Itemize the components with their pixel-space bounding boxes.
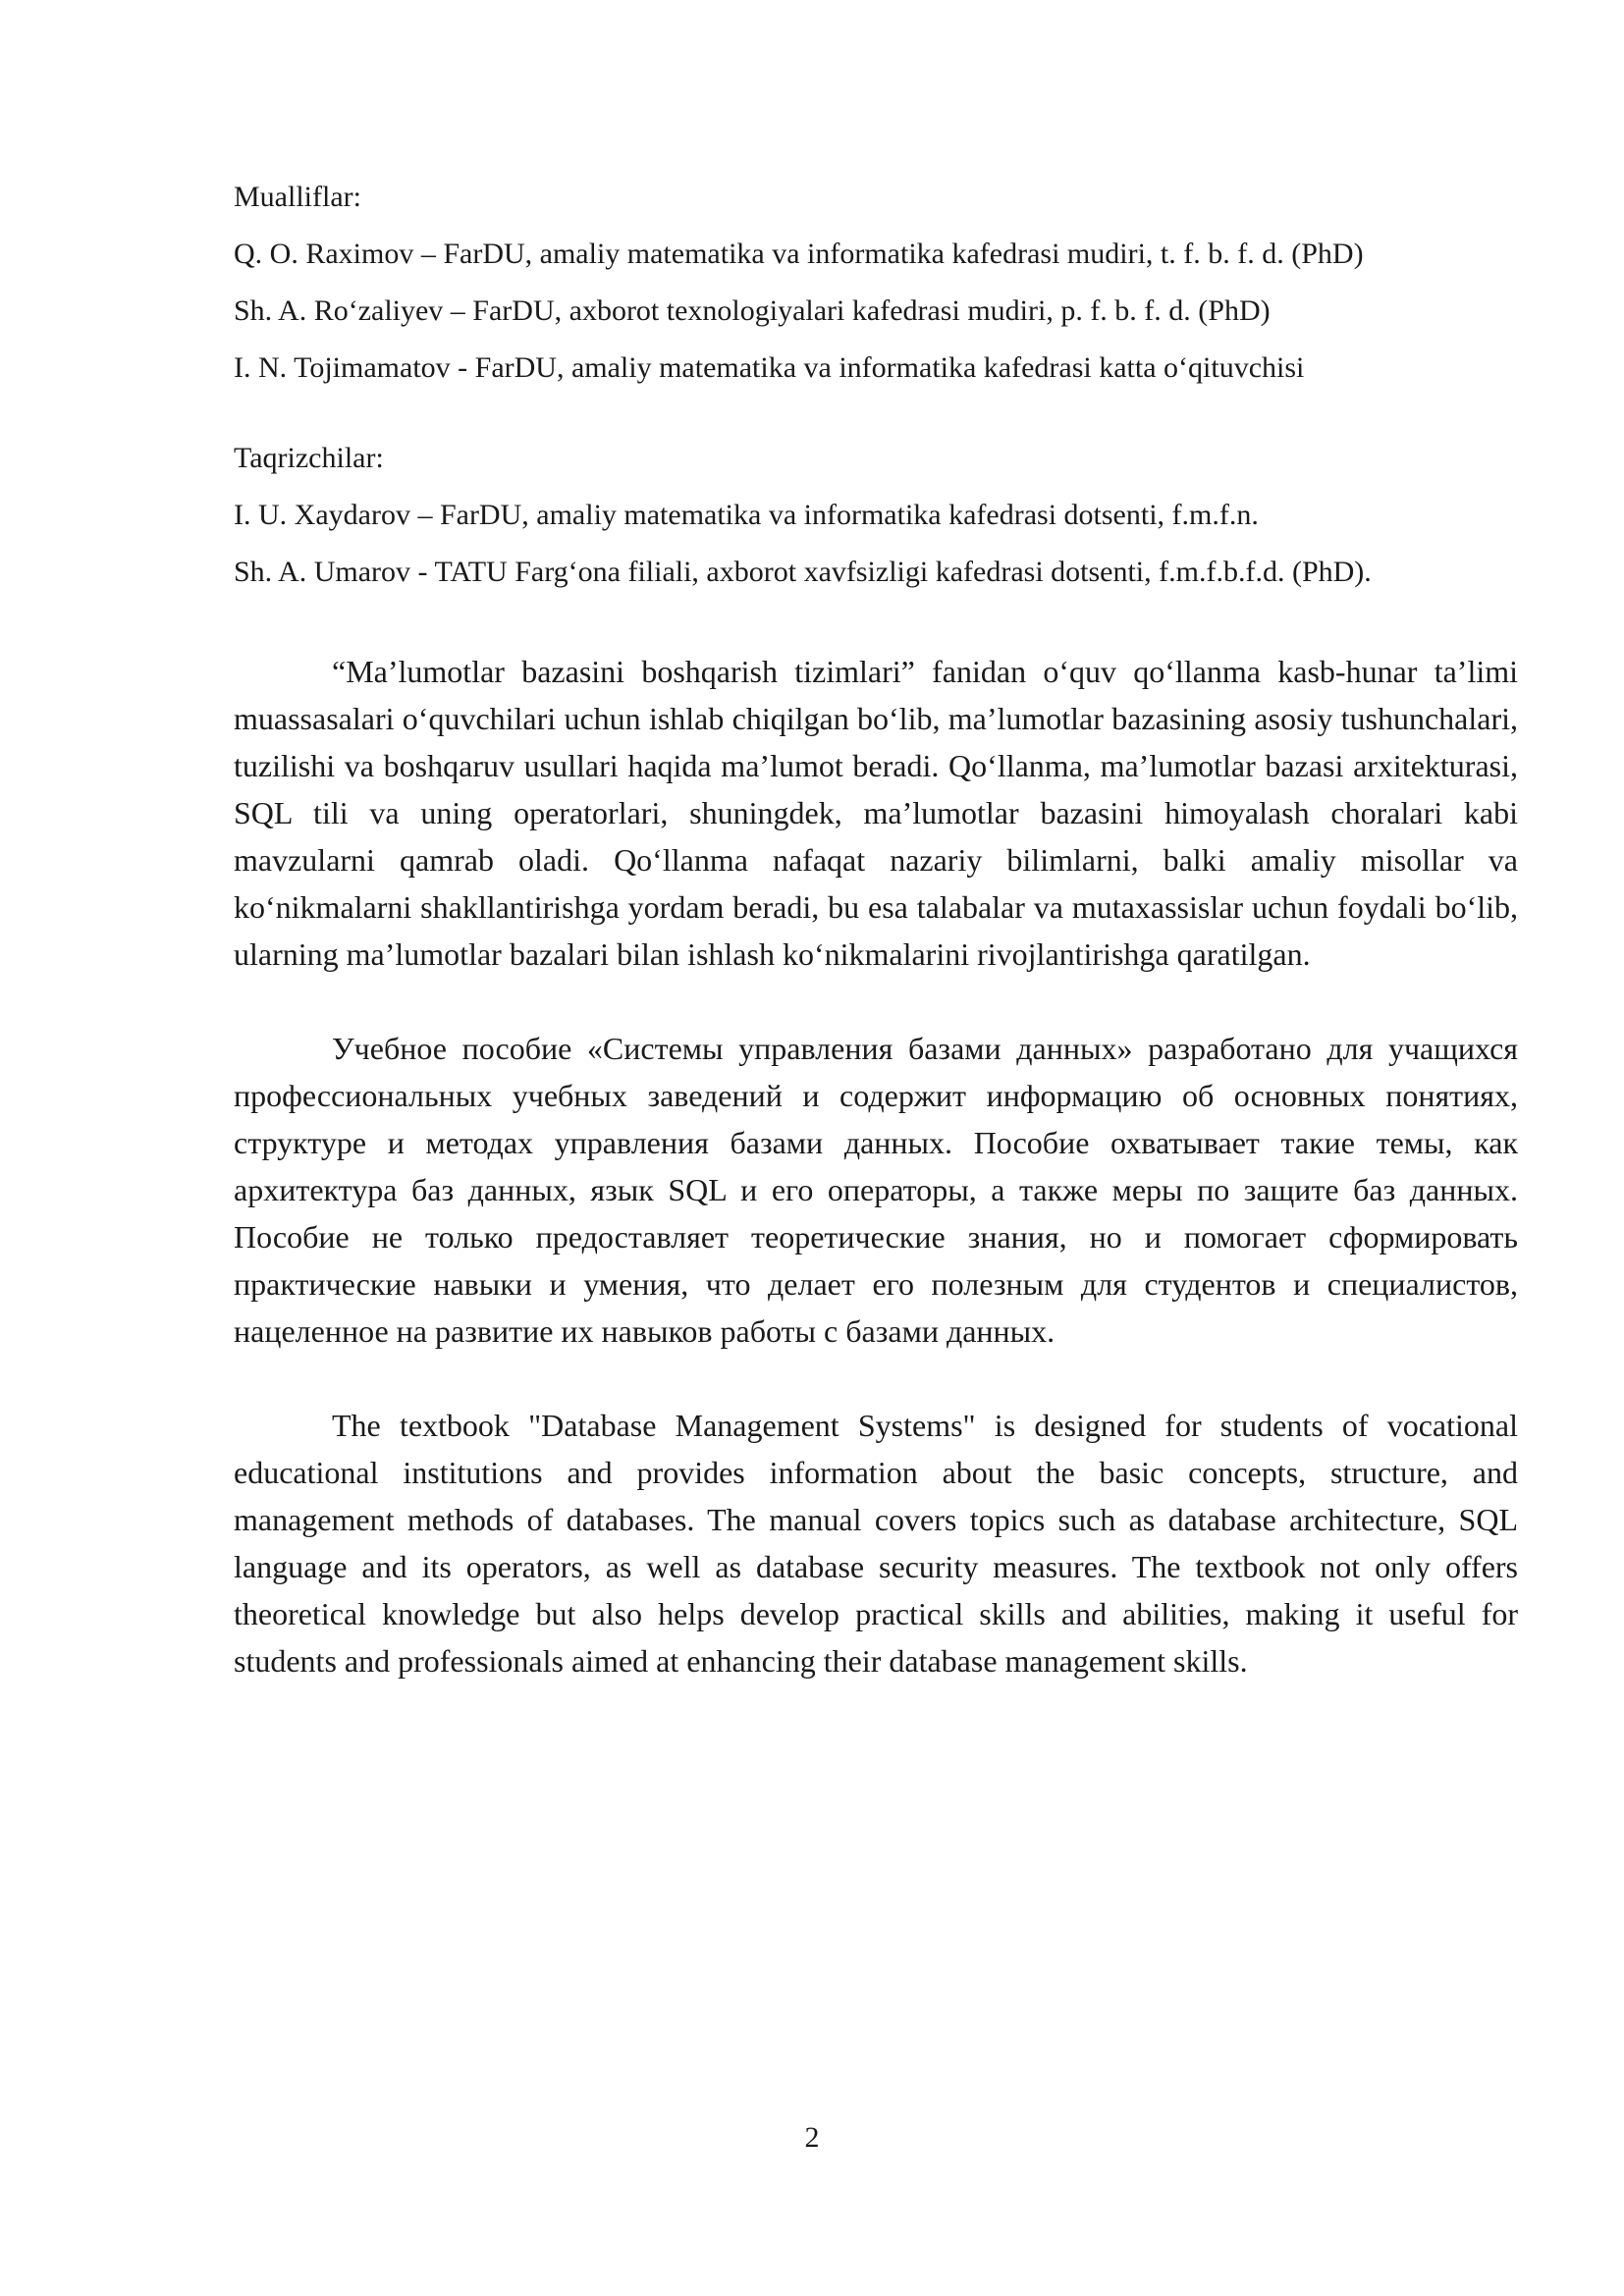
page-number: 2 <box>804 2121 820 2154</box>
page-content <box>234 169 1518 1684</box>
author-line: Q. O. Raximov – FarDU, amaliy matematika va informatika kafedrasi mudiri, t. f. b. f. d. (PhD) <box>234 238 1364 270</box>
reviewer-line: I. U. Xaydarov – FarDU, amaliy matematika va informatika kafedrasi dotsenti, f.m.f.n. <box>234 499 1259 531</box>
abstract-english: The textbook "Database Management Systems" is designed for students of vocational educational institutions and provides information about the basic concepts, structure, and management methods of databases. The manual covers topics such as database architecture, SQL language and its operators, as well as database security measures. The textbook not only offers theoretical knowledge but also helps develop practical skills and abilities, making it useful for students and professionals aimed at enhancing their database management skills. <box>234 1408 1518 1679</box>
abstract-uzbek: “Ma’lumotlar bazasini boshqarish tizimlari” fanidan o‘quv qo‘llanma kasb-hunar ta’limi muassasalari o‘quvchilari uchun ishlab chiqilgan bo‘lib, ma’lumotlar bazasining asosiy tushunchalari, tuzilishi va boshqaruv usullari haqida ma’lumot beradi. Qo‘llanma, ma’lumotlar bazasi arxitekturasi, SQL tili va uning operatorlari, shuningdek, ma’lumotlar bazasini himoyalash choralari kabi mavzularni qamrab oladi. Qo‘llanma nafaqat nazariy bilimlarni, balki amaliy misollar va ko‘nikmalarni shakllantirishga yordam beradi, bu esa talabalar va mutaxassislar uchun foydali bo‘lib, ularning ma’lumotlar bazalari bilan ishlash ko‘nikmalarini rivojlantirishga qaratilgan. <box>234 654 1518 972</box>
reviewers-heading: Taqrizchilar: <box>234 442 384 474</box>
reviewers-section <box>234 430 1518 601</box>
abstract-russian: Учебное пособие «Системы управления базами данных» разработано для учащихся профессиональных учебных заведений и содержит информацию об основных понятиях, структуре и методах управления базами данных. Пособие охватывает такие темы, как архитектура баз данных, язык SQL и его операторы, а также меры по защите баз данных. Пособие не только предоставляет теоретические знания, но и помогает сформировать практические навыки и умения, что делает его полезным для студентов и специалистов, нацеленное на развитие их навыков работы с базами данных. <box>234 1031 1518 1349</box>
author-line: Sh. A. Ro‘zaliyev – FarDU, axborot texnologiyalari kafedrasi mudiri, p. f. b. f. d. (PhD) <box>234 294 1271 327</box>
reviewer-line: Sh. A. Umarov - TATU Farg‘ona filiali, axborot xavfsizligi kafedrasi dotsenti, f.m.f.b.f.d. (PhD). <box>234 556 1372 588</box>
authors-heading: Mualliflar: <box>234 181 361 213</box>
author-line: I. N. Tojimamatov - FarDU, amaliy matematika va informatika kafedrasi katta o‘qituvchisi <box>234 351 1305 384</box>
authors-section <box>234 169 1518 397</box>
